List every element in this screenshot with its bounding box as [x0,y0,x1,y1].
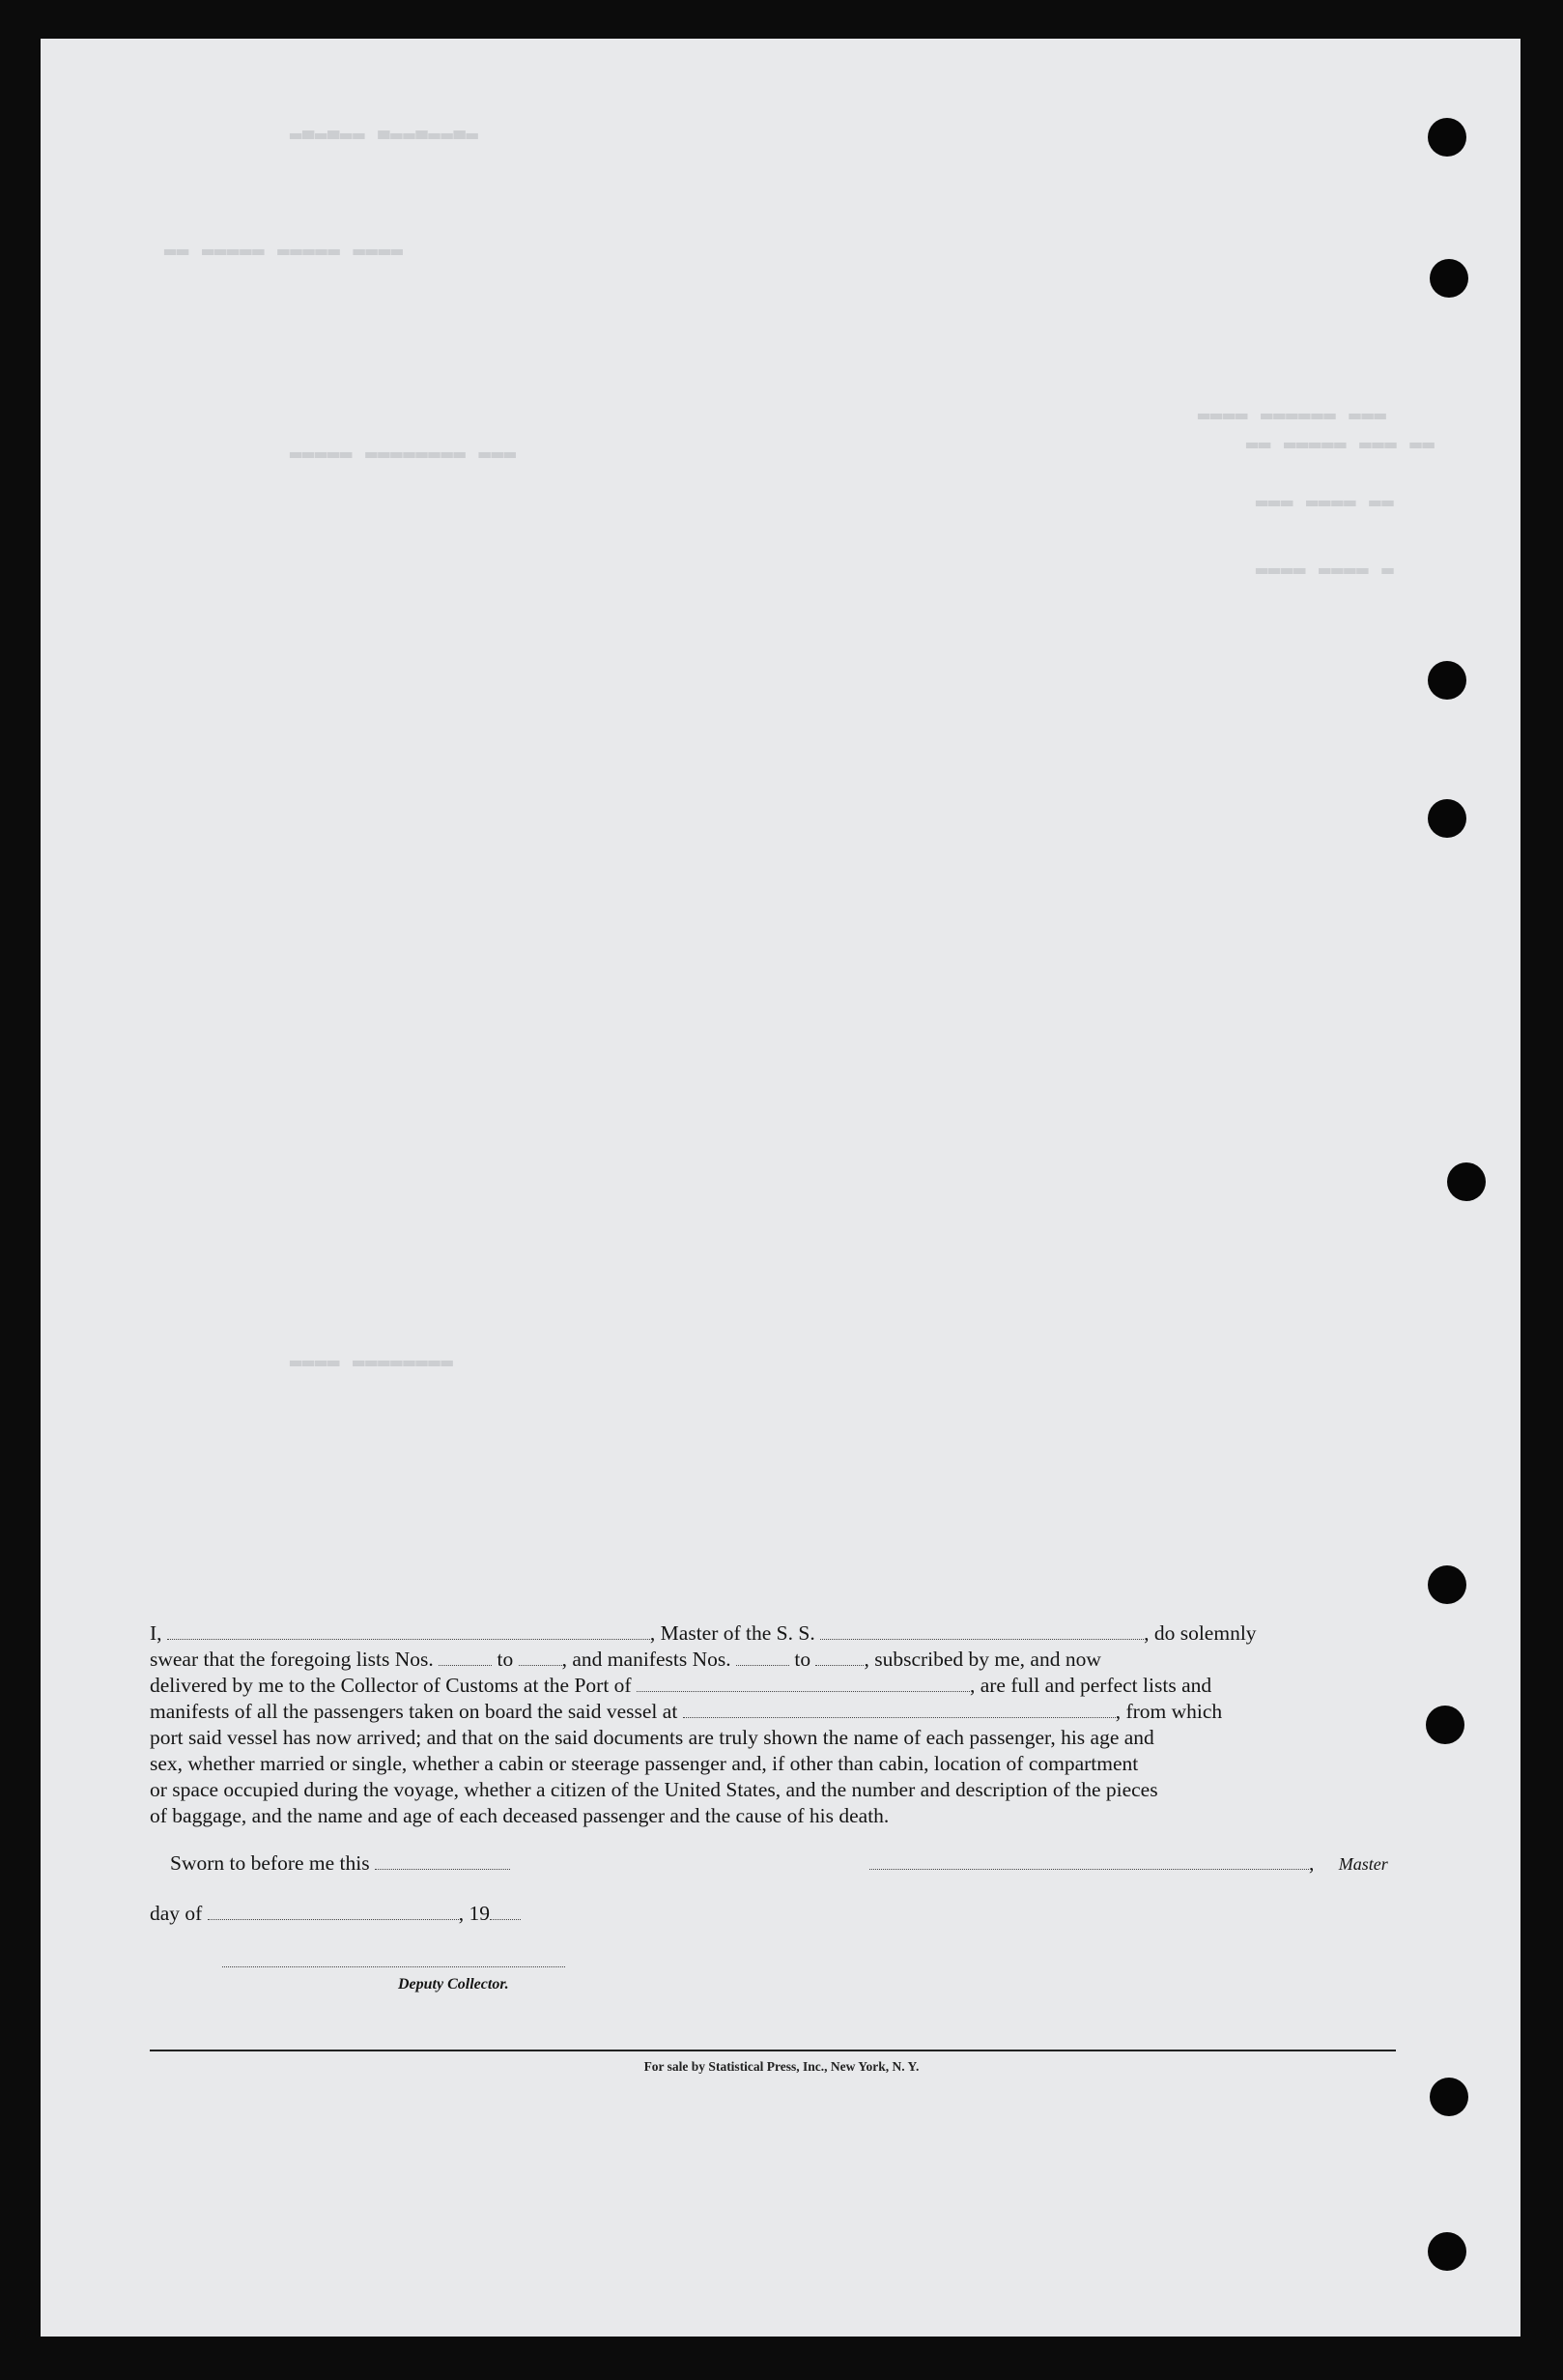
from-which-label: , from which [1115,1700,1223,1723]
full-perfect-label: , are full and perfect lists and [969,1674,1212,1697]
lists-label: swear that the foregoing lists Nos. [150,1648,434,1671]
manifests-to-blank[interactable] [815,1648,864,1666]
i-label: I, [150,1621,162,1645]
lists-to-blank[interactable] [519,1648,562,1666]
binder-hole [1428,661,1466,700]
manifests-from-blank[interactable] [736,1648,789,1666]
manifests-label: , and manifests Nos. [561,1648,731,1671]
delivered-label: delivered by me to the Collector of Customs at the Port of [150,1674,632,1697]
to-label: to [497,1648,514,1671]
binder-hole [1428,2232,1466,2271]
binder-hole [1428,118,1466,157]
bleed-through-text: ▂▂▂▂ ▂▂▂▂▂▂▂▂ [290,1346,454,1368]
bleed-through-text: ▂▂▂▂ ▂▂▂▂▂▂ ▂▂▂ [1198,399,1387,421]
bleed-through-text: ▂▂▂ ▂▂▂▂ ▂▂ [1256,486,1395,508]
do-solemnly-label: , do solemnly [1144,1621,1257,1645]
oath-paragraph [150,1620,1396,1829]
oath-line-1 [150,1620,1396,1647]
binder-hole [1428,799,1466,838]
bleed-through-text: ▂▂▂▂ ▂▂▂▂ ▂ [1256,554,1395,576]
binder-hole [1428,1565,1466,1604]
sworn-row [170,1851,510,1876]
day-of-label: day of [150,1902,203,1925]
bleed-through-text: ▂▂ ▂▂▂▂▂ ▂▂▂ ▂▂ [1246,428,1435,450]
binder-hole [1447,1162,1486,1201]
master-name-blank[interactable] [167,1621,650,1640]
to-label: to [794,1648,811,1671]
oath-line-8: of baggage, and the name and age of each deceased passenger and the cause of his death. [150,1804,890,1827]
document-sheet [41,39,1520,2337]
printer-credit: For sale by Statistical Press, Inc., New York, N. Y. [643,2059,920,2074]
bleed-through-text: ▂▃▂▃▂▂ ▃▂▂▃▂▂▃▂ [290,119,479,141]
year-label: , 19 [458,1902,490,1925]
lists-from-blank[interactable] [439,1648,492,1666]
oath-line-5: port said vessel has now arrived; and that on the said documents are truly shown the name of each passenger, his age and [150,1726,1154,1749]
oath-line-4 [150,1699,1396,1725]
day-of-blank[interactable] [208,1902,459,1920]
deputy-collector-label: Deputy Collector. [398,1976,509,1993]
year-blank[interactable] [490,1902,521,1920]
sworn-label: Sworn to before me this [170,1851,370,1875]
port-blank[interactable] [637,1674,970,1692]
departure-port-blank[interactable] [683,1700,1116,1718]
ship-name-blank[interactable] [820,1621,1144,1640]
master-signature-blank[interactable] [869,1851,1309,1870]
bleed-through-text: ▂▂ ▂▂▂▂▂ ▂▂▂▂▂ ▂▂▂▂ [164,235,404,257]
oath-line-3 [150,1673,1396,1699]
binder-hole [1426,1706,1464,1744]
day-of-row [150,1902,521,1926]
bleed-through-text: ▂▂▂▂▂ ▂▂▂▂▂▂▂▂ ▂▂▂ [290,438,517,460]
binder-hole [1430,259,1468,298]
master-signature-row [869,1851,1388,1876]
oath-line-2 [150,1647,1396,1673]
master-of-ss-label: , Master of the S. S. [649,1621,815,1645]
sworn-date-blank[interactable] [375,1851,510,1870]
binder-hole [1430,2078,1468,2116]
subscribed-label: , subscribed by me, and now [864,1648,1101,1671]
comma-label: , [1309,1851,1315,1875]
manifests-all-label: manifests of all the passengers taken on board the said vessel at [150,1700,678,1723]
master-signature-label: Master [1338,1854,1388,1874]
footer-rule [150,2050,1396,2051]
oath-line-6: sex, whether married or single, whether a cabin or steerage passenger and, if other than cabin, location of compartment [150,1752,1139,1775]
deputy-signature-line[interactable] [222,1966,565,1967]
oath-line-7: or space occupied during the voyage, whether a citizen of the United States, and the number and description of the pieces [150,1778,1158,1801]
